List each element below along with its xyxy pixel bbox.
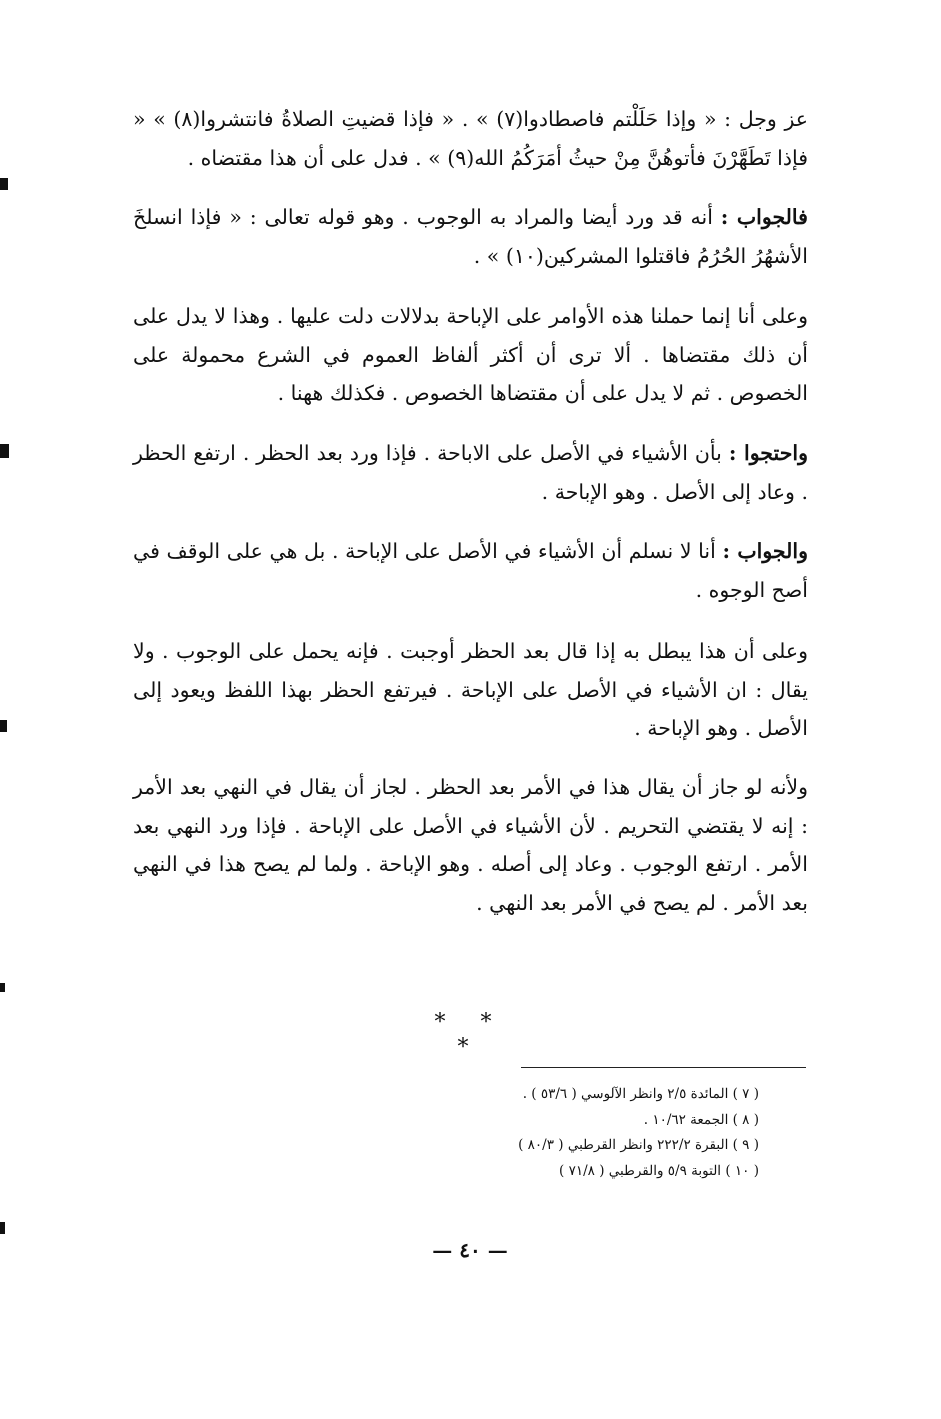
section-separator: * * * bbox=[434, 1010, 506, 1060]
scan-edge-mark bbox=[0, 444, 9, 458]
paragraph-4-text: بأن الأشياء في الأصل على الاباحة . فإذا ورد بعد الحظر . ارتفع الحظر . وعاد إلى الأصل . وهو الإباحة . bbox=[133, 441, 808, 504]
paragraph-4 bbox=[133, 434, 808, 511]
footnote-divider bbox=[521, 1067, 806, 1068]
paragraph-5 bbox=[133, 532, 808, 609]
paragraph-6 bbox=[133, 632, 808, 748]
footnote-10: ( ١٠ ) التوبة ٥/٩ والقرطبي ( ٧١/٨ ) bbox=[559, 1162, 759, 1179]
scan-edge-mark bbox=[0, 720, 7, 732]
paragraph-2-text: أنه قد ورد أيضا والمراد به الوجوب . وهو قوله تعالى : « فإذا انسلخَ الأشهُرُ الحُرُمُ فاقتلوا المشركين(١٠) » . bbox=[133, 205, 808, 268]
scan-edge-mark bbox=[0, 1222, 5, 1234]
paragraph-1 bbox=[133, 100, 808, 177]
paragraph-6-text: وعلى أن هذا يبطل به إذا قال بعد الحظر أوجبت . فإنه يحمل على الوجوب . ولا يقال : ان الأشياء في الأصل على الإباحة . فيرتفع الحظر بهذا اللفظ ويعود إلى الأصل . وهو الإباحة . bbox=[133, 639, 808, 740]
paragraph-5-lead: والجواب : bbox=[722, 539, 808, 563]
paragraph-5-text: أنا لا نسلم أن الأشياء في الأصل على الإباحة . بل هي على الوقف في أصح الوجوه . bbox=[133, 539, 808, 602]
scan-edge-mark bbox=[0, 178, 8, 190]
paragraph-1-text: عز وجل : « وإذا حَلَلْتم فاصطادوا(٧) » . « فإذا قضيتِ الصلاةُ فانتشروا(٨) » « فإذا تَطَهَّرْنَ فأتوهُنَّ مِنْ حيثُ أمَرَكُمُ الله(٩) » . فدل على أن هذا مقتضاه . bbox=[133, 107, 809, 170]
paragraph-7-text: ولأنه لو جاز أن يقال هذا في الأمر بعد الحظر . لجاز أن يقال في النهي بعد الأمر : إنه لا يقتضي التحريم . لأن الأشياء في الأصل على الإباحة . فإذا ورد النهي بعد الأمر . ارتفع الوجوب . وعاد إلى أصله . وهو الإباحة . ولما لم يصح هذا في النهي بعد الأمر . لم يصح في الأمر بعد النهي . bbox=[133, 775, 808, 915]
paragraph-2 bbox=[133, 198, 808, 275]
footnote-7: ( ٧ ) المائدة ٢/٥ وانظر الآلوسي ( ٥٣/٦ ) . bbox=[522, 1086, 759, 1102]
paragraph-7 bbox=[133, 768, 808, 922]
paragraph-3 bbox=[133, 297, 808, 413]
paragraph-2-lead: فالجواب : bbox=[720, 205, 808, 229]
footnotes bbox=[439, 1082, 759, 1184]
footnote-8: ( ٨ ) الجمعة ١٠/٦٢ . bbox=[643, 1111, 759, 1128]
paragraph-3-text: وعلى أنا إنما حملنا هذه الأوامر على الإباحة بدلالات دلت عليها . وهذا لا يدل على أن ذلك مقتضاها . ألا ترى أن أكثر ألفاظ العموم في الشرع محمولة على الخصوص . ثم لا يدل على أن مقتضاها الخصوص . فكذلك ههنا . bbox=[133, 304, 808, 405]
page-number: — ٤٠ — bbox=[432, 1238, 508, 1262]
footnote-9: ( ٩ ) البقرة ٢٢٢/٢ وانظر القرطبي ( ٨٠/٣ ) bbox=[518, 1137, 759, 1153]
scan-edge-mark bbox=[0, 983, 5, 992]
paragraph-4-lead: واحتجوا : bbox=[728, 441, 808, 465]
